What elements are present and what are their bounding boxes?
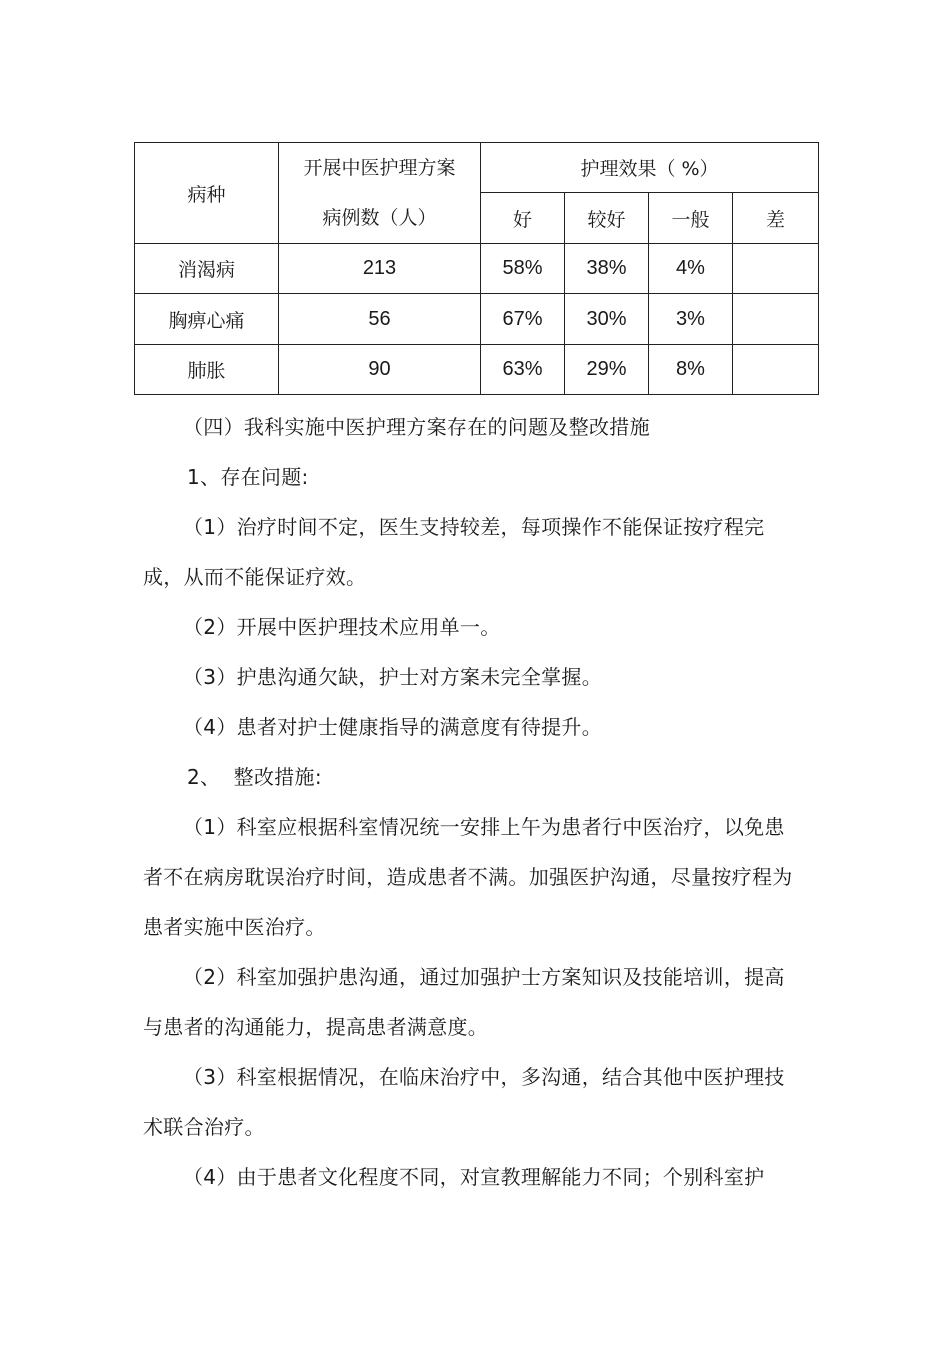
measure-item: （2）科室加强护患沟通，通过加强护士方案知识及技能培训，提高与患者的沟通能力，提高患者满意度。	[143, 965, 785, 1039]
header-level-good: 好	[481, 193, 565, 244]
measure-item: （1）科室应根据科室情况统一安排上午为患者行中医治疗，以免患者不在病房耽误治疗时间，造成患者不满。加强医护沟通，尽量按疗程为患者实施中医治疗。	[143, 815, 793, 939]
problem-item: （1）治疗时间不定，医生支持较差，每项操作不能保证按疗程完成，从而不能保证疗效。	[143, 515, 765, 589]
header-level-fair-good: 较好	[565, 193, 649, 244]
nursing-effect-table	[134, 142, 819, 395]
row-case-count: 90	[279, 345, 481, 395]
row-fair-good: 29%	[565, 345, 649, 395]
problem-item: （2）开展中医护理技术应用单一。	[183, 615, 501, 639]
measures-heading: 2、 整改措施:	[187, 765, 322, 789]
row-good: 58%	[481, 244, 565, 294]
row-case-count: 213	[279, 244, 481, 294]
row-poor	[733, 294, 819, 345]
header-nursing-effect: 护理效果（ %）	[481, 143, 819, 193]
measure-item: （3）科室根据情况，在临床治疗中，多沟通，结合其他中医护理技术联合治疗。	[143, 1065, 785, 1139]
problem-item: （4）患者对护士健康指导的满意度有待提升。	[183, 715, 603, 739]
row-average: 4%	[649, 244, 733, 294]
header-case-count-line1: 开展中医护理方案	[303, 157, 456, 179]
table-row	[135, 244, 819, 294]
row-case-count: 56	[279, 294, 481, 345]
row-disease: 肺胀	[135, 345, 279, 395]
row-disease: 消渴病	[135, 244, 279, 294]
problems-heading: 1、存在问题:	[187, 465, 309, 489]
row-disease: 胸痹心痛	[135, 294, 279, 345]
measure-item: （4）由于患者文化程度不同，对宣教理解能力不同；个别科室护	[183, 1165, 765, 1189]
row-fair-good: 38%	[565, 244, 649, 294]
table-row	[135, 294, 819, 345]
problem-item: （3）护患沟通欠缺，护士对方案未完全掌握。	[183, 665, 603, 689]
section-heading: （四）我科实施中医护理方案存在的问题及整改措施	[183, 415, 650, 439]
row-average: 3%	[649, 294, 733, 345]
table-row	[135, 345, 819, 395]
header-case-count-line2: 病例数（人）	[322, 207, 437, 229]
row-fair-good: 30%	[565, 294, 649, 345]
row-good: 63%	[481, 345, 565, 395]
row-good: 67%	[481, 294, 565, 345]
header-disease: 病种	[135, 143, 279, 244]
header-level-poor: 差	[733, 193, 819, 244]
row-average: 8%	[649, 345, 733, 395]
document-body	[143, 402, 793, 1202]
header-case-count	[279, 143, 481, 244]
row-poor	[733, 244, 819, 294]
row-poor	[733, 345, 819, 395]
header-level-average: 一般	[649, 193, 733, 244]
